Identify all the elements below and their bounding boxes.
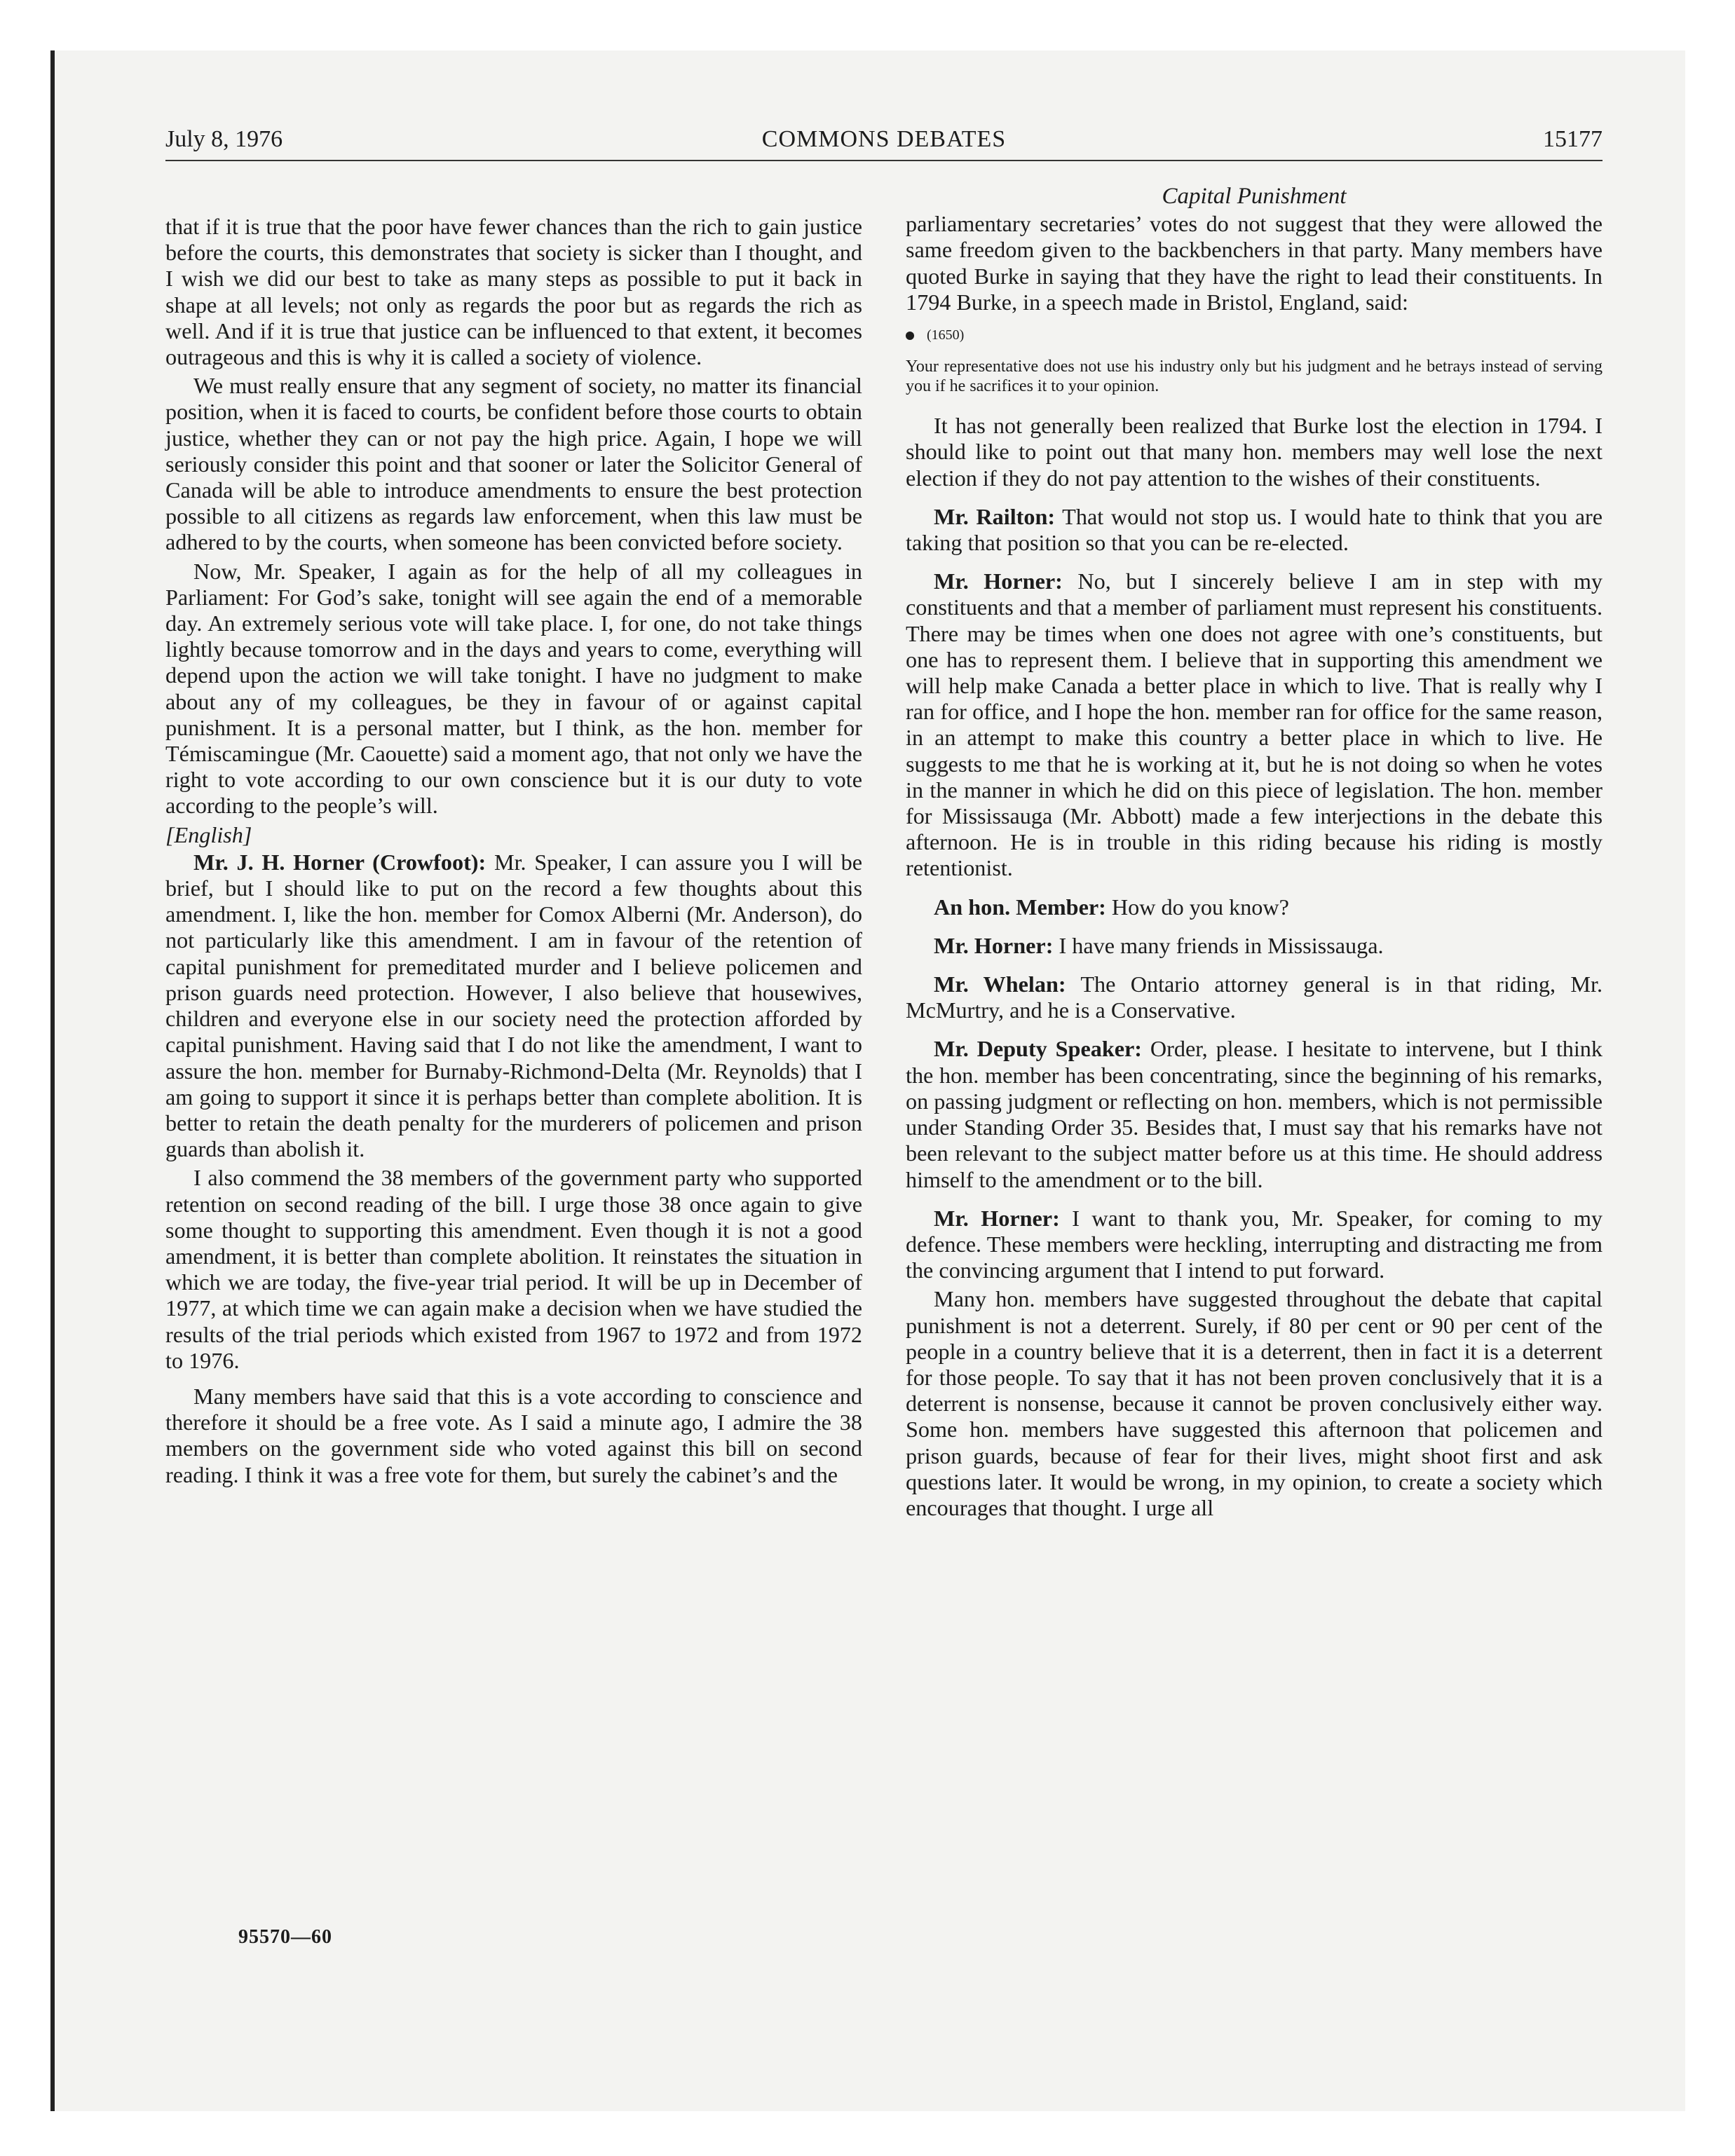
speech-text: I want to thank you, Mr. Speaker, for coming to my defence. These members were heckling, interrupting and distracting me from the convincing argument that I intend to put forward. [906,1205,1603,1283]
paragraph: Now, Mr. Speaker, I again as for the help of all my colleagues in Parliament: For God’s sake, tonight will see again the end of a memorable day. An extremely serious vote will take place. I, for one, do not take things lightly because tomorrow and in the days and years to come, everything will depend upon the action we will take tonight. I have no judgment to make about any of my colleagues, be they in favour of or against capital punishment. It is a personal matter, but I think, as the hon. member for Témiscamingue (Mr. Caouette) said a moment ago, that not only we have the right to vote according to our own conscience but it is our duty to vote according to the people’s will. [165,558,862,819]
bullet-icon [906,332,914,340]
left-column [165,214,862,1491]
time-marker [906,322,1603,348]
header-title: COMMONS DEBATES [761,126,1007,152]
speech-text: I have many friends in Mississauga. [1053,932,1384,958]
speaker-name: Mr. Horner: [934,932,1054,958]
speech-text: That would not stop us. I would hate to think that you are taking that position so that you can be re-elected. [906,503,1603,556]
speech-paragraph [165,850,862,1162]
paragraph: Many hon. members have suggested throughout the debate that capital punishment is not a deterrent. Surely, if 80 per cent or 90 per cent of the people in a country believe that it is a deterrent, then in fact it is a deterrent for those people. To say that it has not been proven conclusively that it is a deterrent is nonsense, because it cannot be proven conclusively either way. Some hon. members have suggested this afternoon that policemen and prison guards, because of fear for their lives, might shoot first and ask questions later. It would be wrong, in my opinion, to create a society which encourages that thought. I urge all [906,1286,1603,1520]
speech-paragraph [906,504,1603,556]
speaker-name: Mr. Horner: [934,568,1063,594]
speech-text: Order, please. I hesitate to intervene, but I think the hon. member has been concentrating, since the beginning of his remarks, on passing judgment or reflecting on hon. members, which is not permissible under Standing Order 35. Besides that, I must say that his remarks have not been relevant to the subject matter before us at this time. He should address himself to the amendment or to the bill. [906,1036,1603,1192]
block-quote: Your representative does not use his industry only but his judgment and he betrays instead of serving you if he sacrifices it to your opinion. [906,357,1603,396]
time-marker-text: (1650) [927,327,965,343]
footer-code: 95570—60 [238,1926,332,1948]
speaker-name: Mr. Horner: [934,1205,1060,1231]
header-date: July 8, 1976 [165,126,283,152]
speech-paragraph [906,933,1603,959]
page-edge-shadow [50,50,55,2111]
paragraph: Many members have said that this is a vote according to conscience and therefore it should be a free vote. As I said a minute ago, I admire the 38 members on the government side who voted against this bill on second reading. I think it was a free vote for them, but surely the cabinet’s and the [165,1383,862,1487]
speech-paragraph [906,971,1603,1023]
speech-paragraph [906,568,1603,881]
speaker-name: Mr. J. H. Horner (Crowfoot): [193,849,487,875]
speaker-name: Mr. Whelan: [934,971,1066,997]
speech-text: The Ontario attorney general is in that riding, Mr. McMurtry, and he is a Conservative. [906,971,1603,1023]
language-marker: [English] [165,821,252,847]
speaker-name: Mr. Railton: [934,503,1056,529]
paragraph: parliamentary secretaries’ votes do not suggest that they were allowed the same freedom given to the backbenchers in that party. Many members have quoted Burke in saying that they have the right to lead their constituents. In 1794 Burke, in a speech made in Bristol, England, said: [906,211,1603,315]
header-rule [165,160,1603,161]
paragraph: that if it is true that the poor have fewer chances than the rich to gain justice before the courts, this demonstrates that society is sicker than I thought, and I wish we did our best to take as many steps as possible to put it back in shape at all levels; not only as regards the poor but as regards the rich as well. And if it is true that justice can be influenced to that extent, it becomes outrageous and this is why it is called a society of violence. [165,214,862,370]
speech-text: Mr. Speaker, I can assure you I will be brief, but I should like to put on the record a few thoughts about this amendment. I, like the hon. member for Comox Alberni (Mr. Anderson), do not particularly like this amendment. I am in favour of the retention of capital punishment for premeditated murder and I believe policemen and prison guards need protection. However, I also believe that housewives, children and everyone else in our society need the protection afforded by capital punishment. Having said that I do not like the amendment, I want to assure the hon. member for Burnaby-Richmond-Delta (Mr. Reynolds) that I am going to support it since it is perhaps better than complete abolition. It is better to retain the death penalty for the murderers of policemen and prison guards than abolish it. [165,849,863,1162]
paragraph: We must really ensure that any segment of society, no matter its financial position, when it is faced to courts, be confident before those courts to obtain justice, whether they can or not pay the high price. Again, I hope we will seriously consider this point and that sooner or later the Solicitor General of Canada will be able to introduce amendments to ensure the best protection possible to all citizens as regards law enforcement, when this law must be adhered to by the courts, when someone has been convicted before society. [165,373,862,555]
paragraph: It has not generally been realized that Burke lost the election in 1794. I should like to point out that many hon. members may well lose the next election if they do not pay attention to the wishes of their constituents. [906,413,1603,491]
speech-paragraph [906,894,1603,920]
header-page-number: 15177 [1543,126,1603,152]
speaker-name: An hon. Member: [934,894,1106,920]
section-subheading: Capital Punishment [1162,184,1347,209]
speech-paragraph [906,1036,1603,1192]
speech-text: How do you know? [1105,894,1289,920]
right-column [906,184,1603,1524]
speech-paragraph [906,1206,1603,1284]
speech-text: No, but I sincerely believe I am in step with my constituents and that a member of parliament must represent his constituents. There may be times when one does not agree with one’s constituents, but one has to represent them. I believe that in supporting this amendment we will help make Canada a better place in which to live. That is really why I ran for office, and I hope the hon. member ran for office for the same reason, in an attempt to make this country a better place in which to live. He suggests to me that he is working at it, but he is not doing so when he votes in the manner in which he did on this piece of legislation. The hon. member for Mississauga (Mr. Abbott) made a few interjections in the debate this afternoon. He is in trouble in this riding because his riding is mostly retentionist. [906,568,1603,881]
page-header [165,126,1603,163]
speaker-name: Mr. Deputy Speaker: [934,1036,1143,1062]
paragraph: I also commend the 38 members of the government party who supported retention on second reading of the bill. I urge those 38 once again to give some thought to supporting this amendment. Even though it is not a good amendment, it is better than complete abolition. It reinstates the situation in which we are today, the five-year trial period. It will be up in December of 1977, at which time we can again make a decision when we have studied the results of the trial periods which existed from 1967 to 1972 and from 1972 to 1976. [165,1165,862,1373]
